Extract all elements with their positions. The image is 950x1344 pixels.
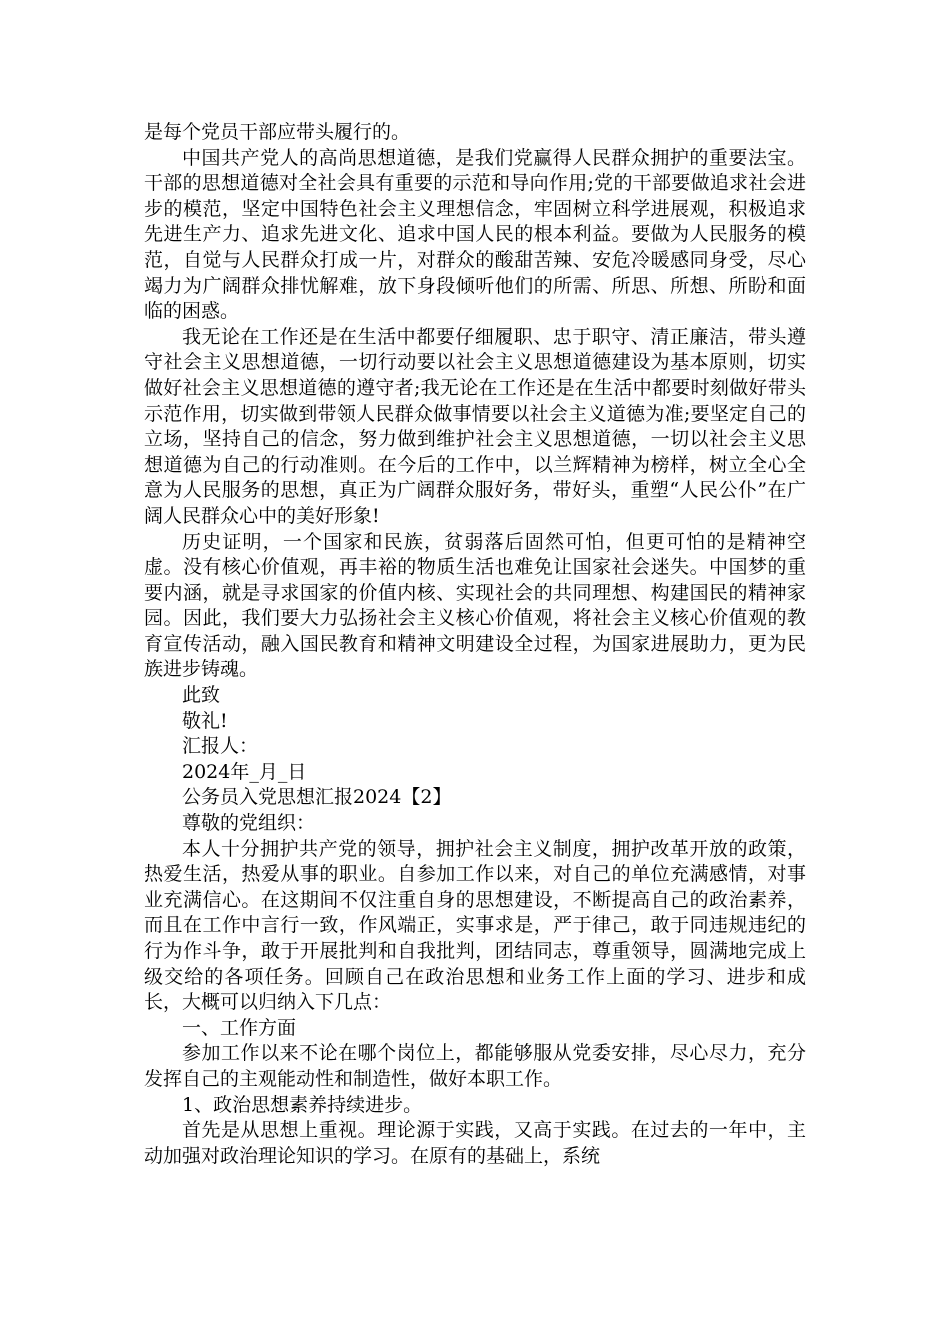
closing-salutation: 此致	[182, 684, 221, 707]
letter-greeting: 尊敬的党组织：	[182, 812, 316, 835]
report-date: 2024年_月_日	[182, 760, 307, 783]
section-title: 公务员入党思想汇报2024【2】	[182, 786, 452, 809]
paragraph-personal-commitment: 我无论在工作还是在生活中都要仔细履职、忠于职守、清正廉洁，带头遵守社会主义思想道德，一切行动要以社会主义思想道德建设为基本原则，切实做好社会主义思想道德的遵守者;我无论在工作还是在生活中都要时刻做好带头示范作用，切实做到带领人民群众做事情要以社会主义道德为准;要坚定自己的立场，坚持自己的信念，努力做到维护社会主义思想道德，一切以社会主义思想道德为自己的行动准则。在今后的工作中，以兰辉精神为榜样，树立全心全意为人民服务的思想，真正为广阔群众服好务，带好头，重塑“人民公仆”在广阔人民群众心中的美好形象!	[144, 325, 806, 527]
heading-work-aspect: 一、工作方面	[182, 1016, 297, 1039]
paragraph-history-proves: 历史证明，一个国家和民族，贫弱落后固然可怕，但更可怕的是精神空虚。没有核心价值观，再丰裕的物质生活也难免让国家社会迷失。中国梦的重要内涵，就是寻求国家的价值内核、实现社会的共同理想、构建国民的精神家园。因此，我们要大力弘扬社会主义核心价值观，将社会主义核心价值观的教育宣传活动，融入国民教育和精神文明建设全过程，为国家进展助力，更为民族进步铸魂。	[144, 530, 806, 681]
paragraph-introduction: 本人十分拥护共产党的领导，拥护社会主义制度，拥护改革开放的政策，热爱生活，热爱从事的职业。自参加工作以来，对自己的单位充满感情，对事业充满信心。在这期间不仅注重自身的思想建设，不断提高自己的政治素养，而且在工作中言行一致，作风端正，实事求是，严于律己，敢于同违规违纪的行为作斗争，敢于开展批判和自我批判，团结同志，尊重领导，圆满地完成上级交给的各项任务。回顾自己在政治思想和业务工作上面的学习、进步和成长，大概可以归纳入下几点：	[144, 837, 806, 1014]
paragraph-continuation: 是每个党员干部应带头履行的。	[144, 121, 411, 143]
paragraph-moral-standard: 中国共产党人的高尚思想道德，是我们党赢得人民群众拥护的重要法宝。干部的思想道德对全社会具有重要的示范和导向作用;党的干部要做追求社会进步的模范，坚定中国特色社会主义理想信念，牢固树立科学进展观，积极追求先进生产力、追求先进文化、追求中国人民的根本利益。要做为人民服务的模范，自觉与人民群众打成一片，对群众的酸甜苦辣、安危冷暖感同身受，尽心竭力为广阔群众排忧解难，放下身段倾听他们的所需、所思、所想、所盼和面临的困惑。	[144, 146, 806, 323]
heading-political-literacy: 1、政治思想素养持续进步。	[182, 1093, 423, 1116]
paragraph-work-summary: 参加工作以来不论在哪个岗位上，都能够服从党委安排，尽心尽力，充分发挥自己的主观能动性和制造性，做好本职工作。	[144, 1042, 806, 1090]
reporter-label: 汇报人：	[182, 735, 259, 758]
document-page	[144, 120, 806, 1169]
paragraph-theory-study: 首先是从思想上重视。理论源于实践，又高于实践。在过去的一年中，主动加强对政治理论知识的学习。在原有的基础上，系统	[144, 1119, 806, 1167]
closing-respect: 敬礼!	[182, 709, 228, 732]
